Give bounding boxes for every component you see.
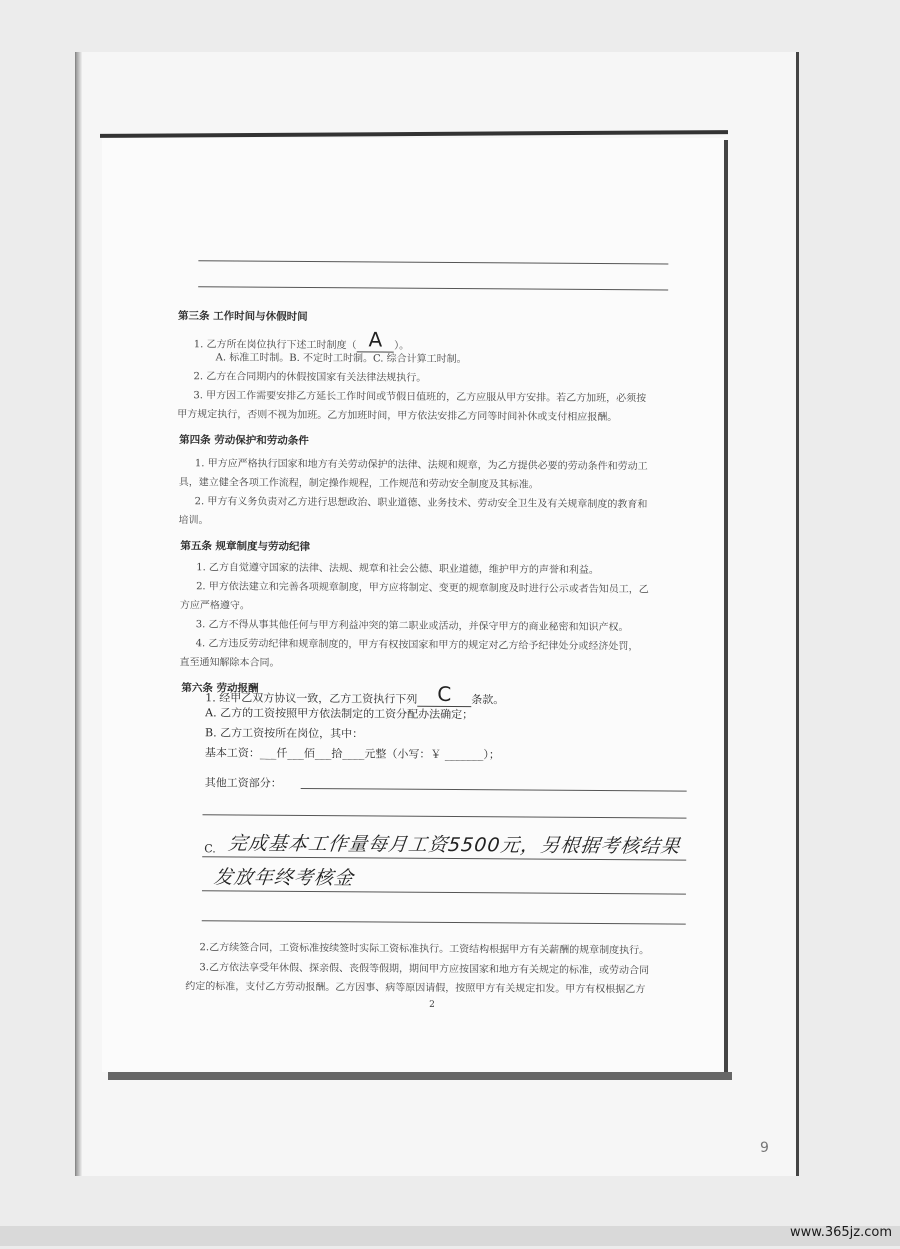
option-c-label: C.: [204, 842, 216, 856]
section5-line6: 直至通知解除本合同。: [179, 657, 280, 669]
section6-other-wages-label: 其他工资部分：: [204, 776, 282, 790]
section6-basic-salary: 基本工资：___仟___佰___拾____元整（小写：￥ _______）；: [204, 746, 500, 762]
blank-line: [202, 920, 686, 924]
section3-line4: 3. 甲方因工作需要安排乙方延长工作时间或节假日值班的，乙方应服从甲方安排。若乙方加班，必须按: [193, 390, 647, 405]
section3-line3: 2. 乙方在合同期内的休假按国家有关法律法规执行。: [193, 371, 427, 384]
section5-title: 第五条 规章制度与劳动纪律: [180, 540, 311, 554]
other-wages-line: [301, 788, 687, 792]
section3-line1-post: ）。: [394, 340, 410, 352]
handwritten-choice-c: C: [417, 682, 471, 707]
handwritten-choice-a: A: [356, 327, 394, 352]
blank-line: [198, 286, 668, 290]
section6-line6: 2.乙方续签合同，工资标准按续签时实际工资标准执行。工资结构根据甲方有关薪酬的规章制度执行。: [199, 942, 650, 957]
section3-line5: 甲方规定执行，否则不视为加班。乙方加班时间，甲方依法安排乙方同等时间补休或支付相应报酬。: [177, 409, 618, 424]
section5-line3: 方应严格遵守。: [179, 600, 250, 612]
section4-line3: 2. 甲方有义务负责对乙方进行思想政治、职业道德、业务技术、劳动安全卫生及有关规章制度的教育和: [194, 496, 648, 511]
handwritten-corner-mark: 9: [760, 1140, 769, 1156]
section5-line4: 3. 乙方不得从事其他任何与甲方利益冲突的第二职业或活动，并保守甲方的商业秘密和知识产权。: [195, 619, 629, 634]
site-watermark: www.365jz.com: [790, 1225, 892, 1240]
footer-bar: [0, 1226, 900, 1246]
section6-line1-pre: 1. 经甲乙双方协议一致，乙方工资执行下列: [205, 691, 418, 706]
section6-line2: A. 乙方的工资按照甲方依法制定的工资分配办法确定；: [205, 706, 474, 722]
blank-line: [198, 260, 668, 264]
section6-line7: 3.乙方依法享受年休假、探亲假、丧假等假期，期间甲方应按国家和地方有关规定的标准，或劳动合同: [199, 962, 650, 977]
blank-line: [202, 814, 686, 818]
handwritten-salary-note-line1: 完成基本工作量每月工资5500元，另根据考核结果: [226, 832, 682, 858]
section3-title: 第三条 工作时间与休假时间: [177, 310, 308, 323]
section5-line2: 2. 甲方依法建立和完善各项规章制度，甲方应将制定、变更的规章制度及时进行公示或者告知员工，乙: [196, 581, 649, 596]
section6-title: 第六条 劳动报酬: [181, 682, 259, 695]
section4-line1: 1. 甲方应严格执行国家和地方有关劳动保护的法律、法规和规章，为乙方提供必要的劳动条件和劳动工: [194, 458, 648, 473]
blank-line: [202, 890, 686, 894]
page-number: 2: [429, 999, 435, 1010]
section5-line5: 4. 乙方违反劳动纪律和规章制度的，甲方有权按国家和甲方的规定对乙方给予纪律处分或经济处罚，: [195, 638, 639, 653]
section3-line1-pre: 1. 乙方所在岗位执行下述工时制度（: [193, 339, 357, 352]
section5-line1: 1. 乙方自觉遵守国家的法律、法规、规章和社会公德、职业道德，维护甲方的声誉和利益。: [196, 562, 599, 577]
section6-line1-post: 条款。: [471, 693, 505, 707]
section6-line8: 约定的标准，支付乙方劳动报酬。乙方因事、病等原因请假，按照甲方有关规定扣发。甲方有权根据乙方: [185, 981, 646, 996]
section6-line3: B. 乙方工资按所在岗位，其中：: [205, 726, 364, 741]
section4-line4: 培训。: [178, 515, 209, 527]
section3-line2: A. 标准工时制。B. 不定时工时制。C. 综合计算工时制。: [215, 352, 467, 366]
section4-title: 第四条 劳动保护和劳动条件: [179, 434, 309, 448]
section4-line2: 具，建立健全各项工作流程，制定操作规程，工作规范和劳动安全制度及其标准。: [178, 477, 539, 491]
handwritten-salary-note-line2: 发放年终考核金: [212, 866, 356, 890]
